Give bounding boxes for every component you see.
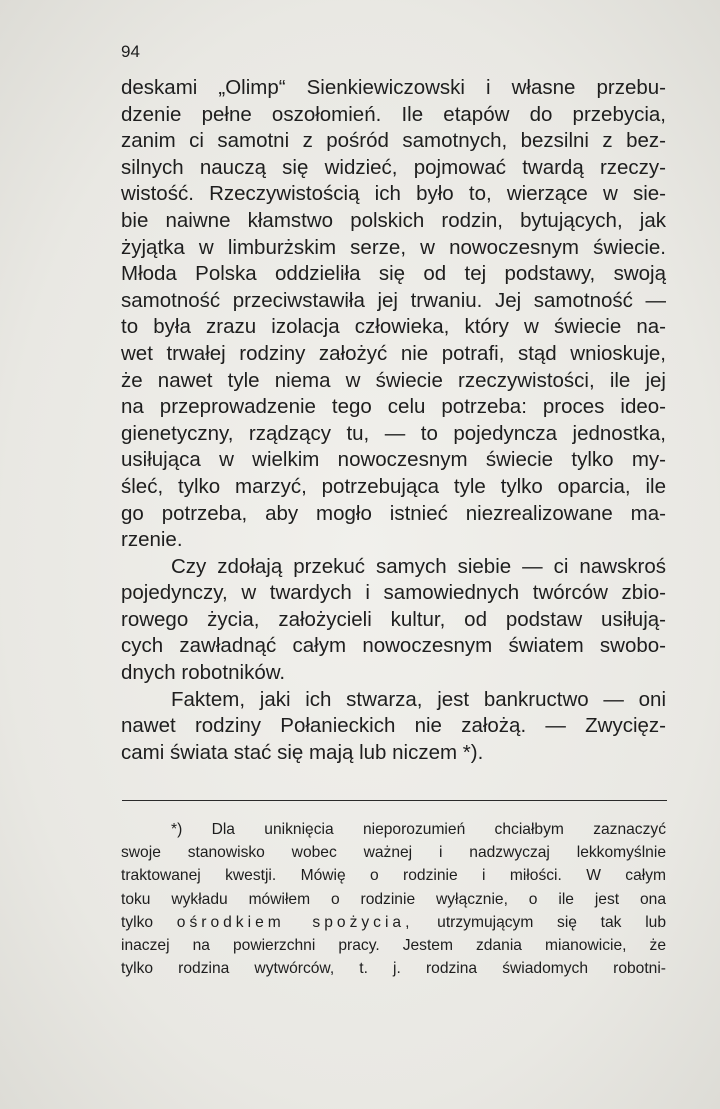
text-line: żyjątka w limburżskim serze, w nowoczesnym świecie. [121,235,666,259]
text-line: cych zawładnąć całym nowoczesnym światem swobo- [121,634,666,658]
footnote-line: tylko rodzina wytwórców, t. j. rodzina świadomych robotni- [121,960,666,978]
text-line: usiłująca w wielkim nowoczesnym świecie tylko my- [121,448,666,472]
footnote-line: traktowanej kwestji. Mówię o rodzinie i miłości. W całym [121,867,666,885]
body-text [121,75,666,766]
text-line: że nawet tyle niema w świecie rzeczywistości, ile jej [121,368,666,392]
text-line: to była zrazu izolacja człowieka, który w świecie na- [121,315,666,339]
spaced-emphasis: ośrodkiem spożycia, [176,913,414,931]
footnote-line-emphasis [121,911,666,934]
text-line: rowego życia, założycieli kultur, od podstaw usiłują- [121,607,666,631]
text-line: dzenie pełne oszołomień. Ile etapów do przebycia, [121,102,666,126]
page-number: 94 [121,42,140,61]
footnote [121,818,666,980]
text-line: samotność przeciwstawiła jej trwaniu. Jej samotność — [121,288,666,312]
footnote-line: swoje stanowisko wobec ważnej i nadzwyczaj lekkomyślnie [121,844,666,862]
paragraph-first-line: Faktem, jaki ich stwarza, jest bankructwo — oni [171,687,666,711]
footnote-word: utrzymującym się tak lub [437,913,666,931]
footnote-word: tylko [121,913,154,931]
text-line: na przeprowadzenie tego celu potrzeba: proces ideo- [121,395,666,419]
text-line: śleć, tylko marzyć, potrzebująca tyle tylko oparcia, ile [121,474,666,498]
text-line: zanim ci samotni z pośród samotnych, bezsilni z bez- [121,129,666,153]
text-line: pojedynczy, w twardych i samowiednych twórców zbio- [121,581,666,605]
footnote-divider [122,800,667,801]
text-line: bie naiwne kłamstwo polskich rodzin, bytujących, jak [121,208,666,232]
text-line: nawet rodziny Połanieckich nie założą. — Zwycięz- [121,714,666,738]
text-line: wistość. Rzeczywistością ich było to, wierzące w sie- [121,182,666,206]
text-line: rzenie. [121,528,183,552]
text-line: cami świata stać się mają lub niczem *). [121,740,484,764]
text-line: Młoda Polska oddzieliła się od tej podstawy, swoją [121,262,666,286]
paragraph-first-line: Czy zdołają przekuć samych siebie — ci nawskroś [171,554,666,578]
text-line: gienetyczny, rządzący tu, — to pojedyncza jednostka, [121,421,666,445]
text-line: go potrzeba, aby mogło istnieć niezrealizowane ma- [121,501,666,525]
footnote-line: inaczej na powierzchni pracy. Jestem zdania mianowicie, że [121,936,666,954]
text-line: dnych robotników. [121,661,286,685]
text-line: wet trwałej rodziny założyć nie potrafi, stąd wnioskuje, [121,341,666,365]
text-line: silnych nauczą się widzieć, pojmować twardą rzeczy- [121,155,666,179]
footnote-line: *) Dla uniknięcia nieporozumień chciałbym zaznaczyć [171,821,666,838]
footnote-line: toku wykładu mówiłem o rodzinie wyłącznie, o ile jest ona [121,890,666,908]
text-line: deskami „Olimp“ Sienkiewiczowski i własne przebu- [121,76,666,99]
